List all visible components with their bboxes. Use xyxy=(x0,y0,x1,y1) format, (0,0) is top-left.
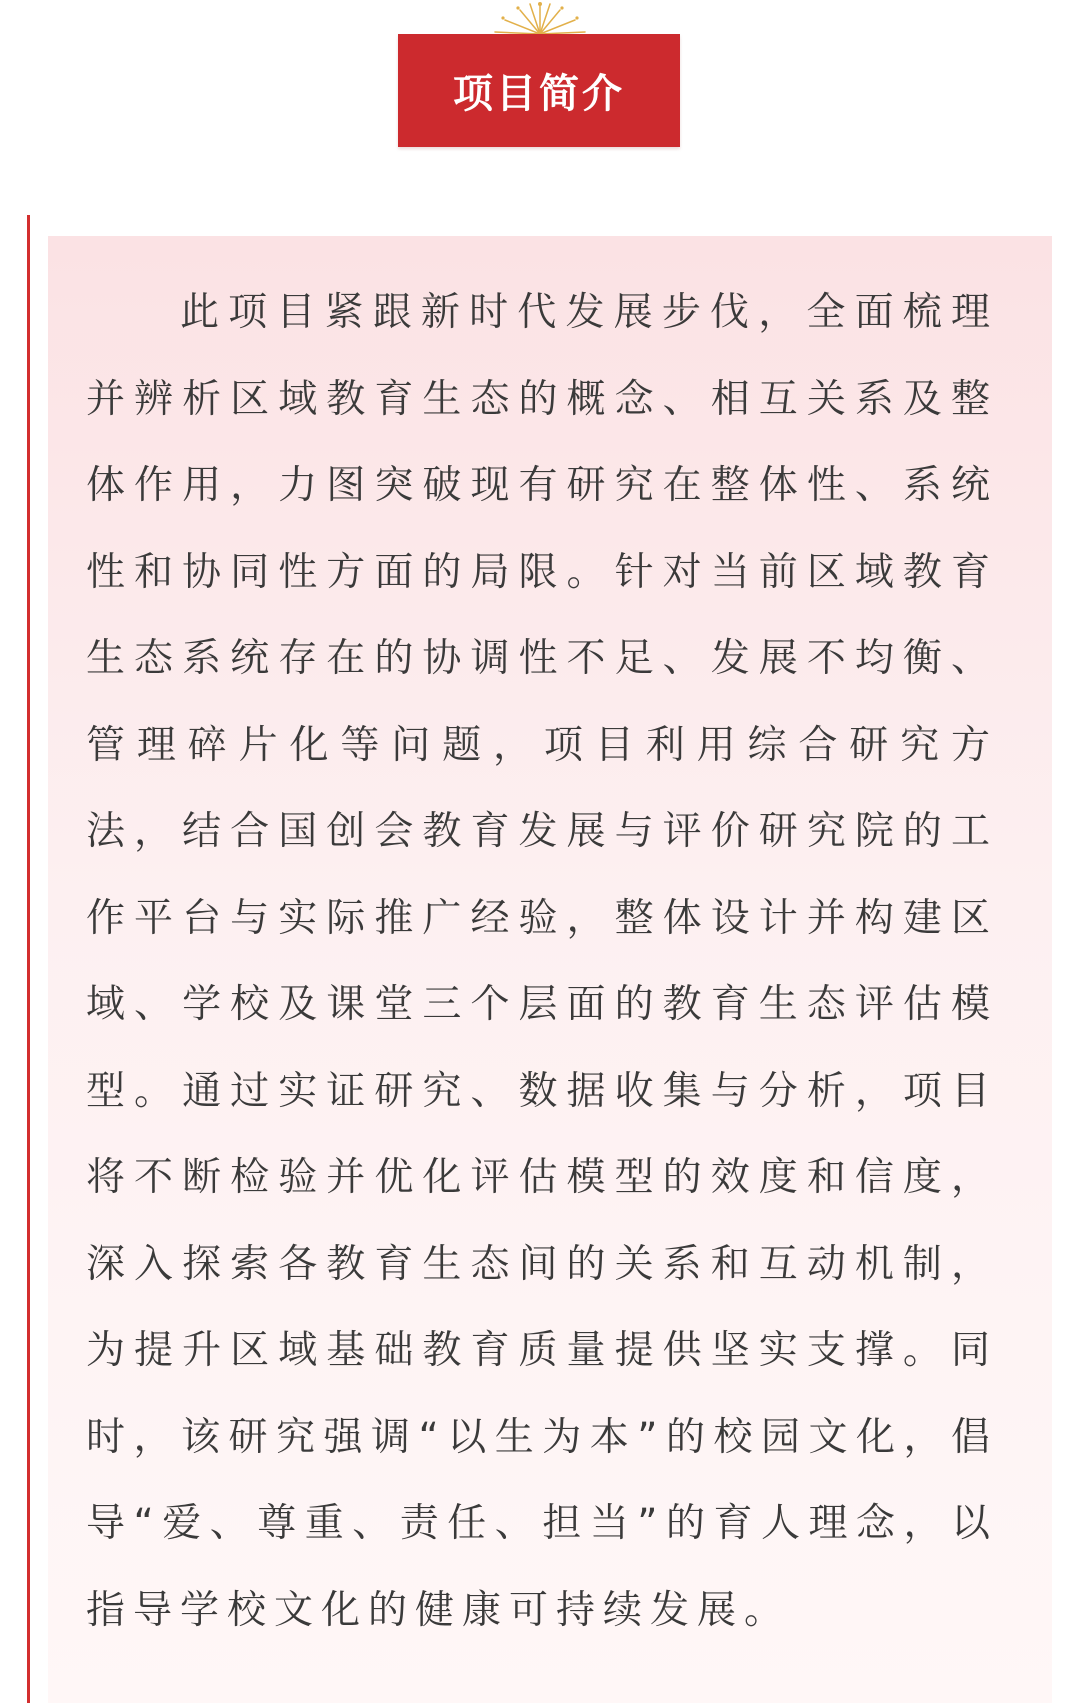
project-description-paragraph: 此项目紧跟新时代发展步伐，全面梳理并辨析区域教育生态的概念、相互关系及整体作用，力图突破现有研究在整体性、系统性和协同性方面的局限。针对当前区域教育生态系统存在的协调性不足、发展不均衡、管理碎片化等问题，项目利用综合研究方法，结合国创会教育发展与评价研究院的工作平台与实际推广经验，整体设计并构建区域、学校及课堂三个层面的教育生态评估模型。通过实证研究、数据收集与分析，项目将不断检验并优化评估模型的效度和信度，深入探索各教育生态间的关系和互动机制，为提升区域基础教育质量提供坚实支撑。同时，该研究强调“以生为本”的校园文化，倡导“爱、尊重、责任、担当”的育人理念，以指导学校文化的健康可持续发展。 xyxy=(86,290,998,1633)
section-title-banner xyxy=(398,34,680,147)
fireworks-icon xyxy=(455,0,625,34)
left-accent-line xyxy=(27,215,30,1703)
section-title: 项目简介 xyxy=(453,71,625,117)
